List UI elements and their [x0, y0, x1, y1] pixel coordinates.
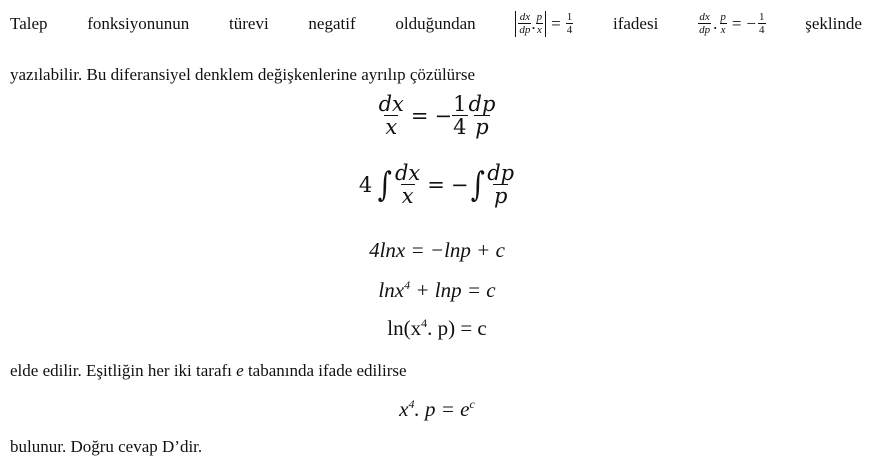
integral-sign: ∫ [378, 165, 393, 205]
minus-sign: − [434, 104, 453, 128]
fraction-one-quarter: $\frac{1}{4}$ [759, 11, 765, 36]
equals-sign: = [731, 14, 742, 33]
absolute-value-bars [515, 11, 546, 37]
equation-1 [0, 92, 874, 138]
word: fonksiyonunun [87, 14, 190, 33]
base-e: e [236, 361, 244, 380]
word-seklinde: şeklinde [805, 14, 862, 33]
fraction-one-quarter: $\frac{1}{4}$ [453, 92, 467, 139]
equation-2 [0, 163, 874, 207]
fraction-p-x: $\frac{p}{x}$ [720, 11, 726, 36]
word: türevi [229, 14, 269, 33]
paragraph-line-1 [10, 6, 862, 42]
equation-5: $\ln(x^4$. p) = c [387, 316, 487, 340]
fraction-dx-over-x: $\frac{dx}{x}$ [378, 92, 404, 139]
paragraph-line-3: elde edilir. Eşitliğin her iki tarafı e tabanında ifade edilirse [10, 361, 407, 380]
absolute-elasticity-expression [515, 11, 573, 37]
dot: . [713, 14, 718, 33]
word: Talep [10, 14, 48, 33]
equals-sign: = [551, 14, 561, 33]
fraction-dx-dp: $\frac{dx}{dp}$ [699, 11, 711, 36]
fraction-dx-dp: $\frac{dx}{dp}$ [519, 11, 531, 36]
minus-sign: − [746, 14, 757, 33]
elasticity-expression [698, 12, 765, 36]
paragraph-line-4: bulunur. Doğru cevap D’dir. [10, 437, 203, 456]
coefficient: 4 [358, 173, 373, 197]
equals-sign: = [410, 104, 429, 128]
word: olduğundan [395, 14, 476, 33]
fraction-p-x: $\frac{p}{x}$ [536, 11, 543, 36]
paragraph-line-2: yazılabilir. Bu diferansiyel denklem değişkenlerine ayrılıp çözülürse [10, 65, 475, 84]
fraction-dp-over-p: $\frac{dp}{p}$ [468, 92, 496, 139]
word: negatif [308, 14, 356, 33]
equals-sign: = [427, 173, 445, 197]
fraction-dx-over-x: $\frac{dx}{x}$ [394, 161, 421, 208]
word-ifadesi: ifadesi [613, 14, 659, 33]
fraction-one-quarter: $\frac{1}{4}$ [566, 11, 573, 36]
dot: . [531, 14, 536, 33]
minus-sign: − [450, 173, 469, 197]
equation-4: lnx$^4$ + lnp = c [378, 278, 496, 302]
equation-6: $x^4$. $p = e^c$ [399, 397, 475, 421]
fraction-dp-over-p: $\frac{dp}{p}$ [487, 161, 515, 208]
equation-3: 4lnx = −lnp + c [369, 238, 505, 262]
integral-sign: ∫ [470, 165, 485, 205]
